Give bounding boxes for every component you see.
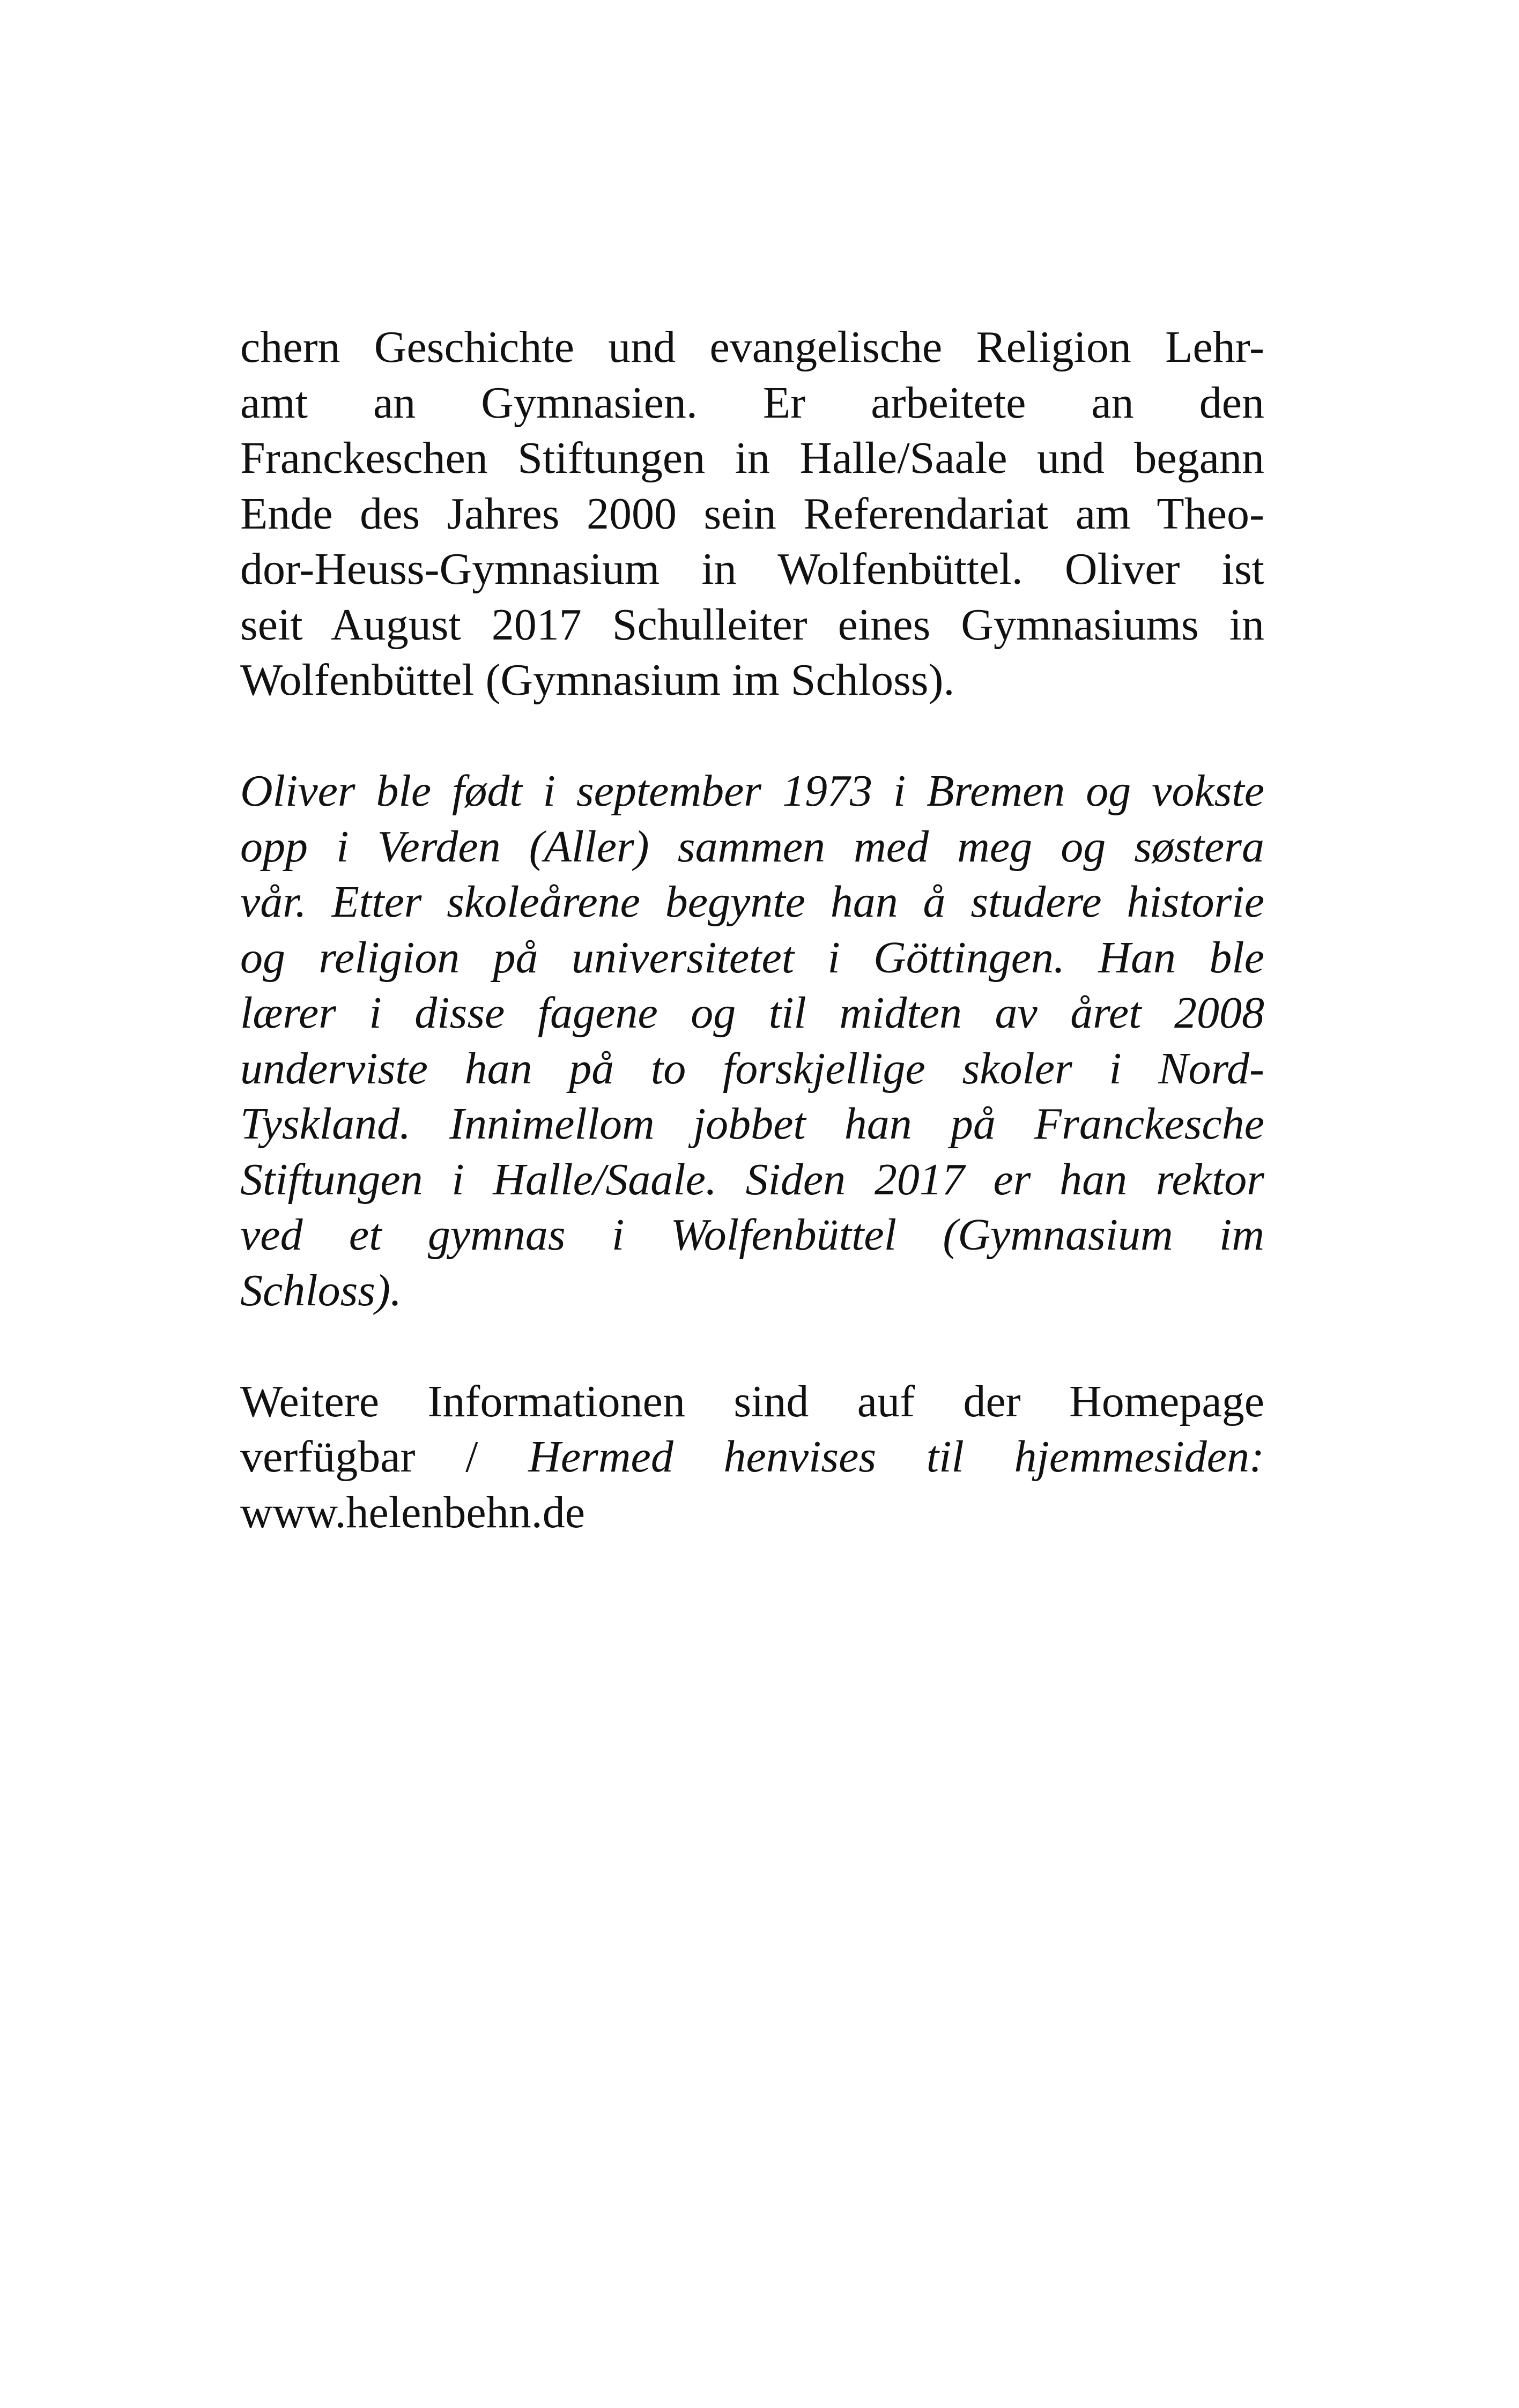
paragraph-line: Weitere Informationen sind auf der Homepage [240,1376,1264,1426]
paragraph-line: Stiftungen i Halle/Saale. Siden 2017 er han rektor [240,1154,1264,1205]
paragraph-gap [240,1318,1264,1374]
paragraph-line: Oliver ble født i september 1973 i Bremen og vokste [240,766,1264,816]
paragraph-line: chern Geschichte und evangelische Religion Lehr- [240,322,1264,372]
paragraph-line: ved et gymnas i Wolfenbüttel (Gymnasium im [240,1210,1264,1260]
paragraph-line: seit August 2017 Schulleiter eines Gymnasiums in [240,599,1264,650]
info-italic-text: Hermed henvises til hjemmesiden: [528,1432,1265,1482]
homepage-info-paragraph [240,1374,1264,1541]
paragraph-line: dor-Heuss-Gymnasium in Wolfenbüttel. Oliver ist [240,544,1264,594]
paragraph-line: vår. Etter skoleårene begynte han å studere historie [240,877,1264,927]
paragraph-line-mixed [240,1429,1264,1485]
paragraph-line: Franckeschen Stiftungen in Halle/Saale und begann [240,433,1264,483]
paragraph-line: amt an Gymnasien. Er arbeitete an den [240,377,1264,428]
info-regular-text: verfügbar / [240,1432,478,1482]
paragraph-line: Schloss). [240,1265,402,1316]
paragraph-line: og religion på universitetet i Göttingen. Han ble [240,932,1264,983]
norwegian-biography-paragraph [240,763,1264,1318]
paragraph-gap [240,708,1264,764]
paragraph-line: Ende des Jahres 2000 sein Referendariat am Theo- [240,488,1264,539]
paragraph-line: Wolfenbüttel (Gymnasium im Schloss). [240,655,955,705]
paragraph-line: opp i Verden (Aller) sammen med meg og søstera [240,821,1264,872]
body-text [240,319,1264,1540]
german-biography-paragraph [240,319,1264,708]
paragraph-line: Tyskland. Innimellom jobbet han på Franckesche [240,1099,1264,1149]
paragraph-line: underviste han på to forskjellige skoler i Nord- [240,1043,1264,1094]
paragraph-line: lærer i disse fagene og til midten av året 2008 [240,988,1264,1038]
homepage-url[interactable]: www.helenbehn.de [240,1487,586,1537]
